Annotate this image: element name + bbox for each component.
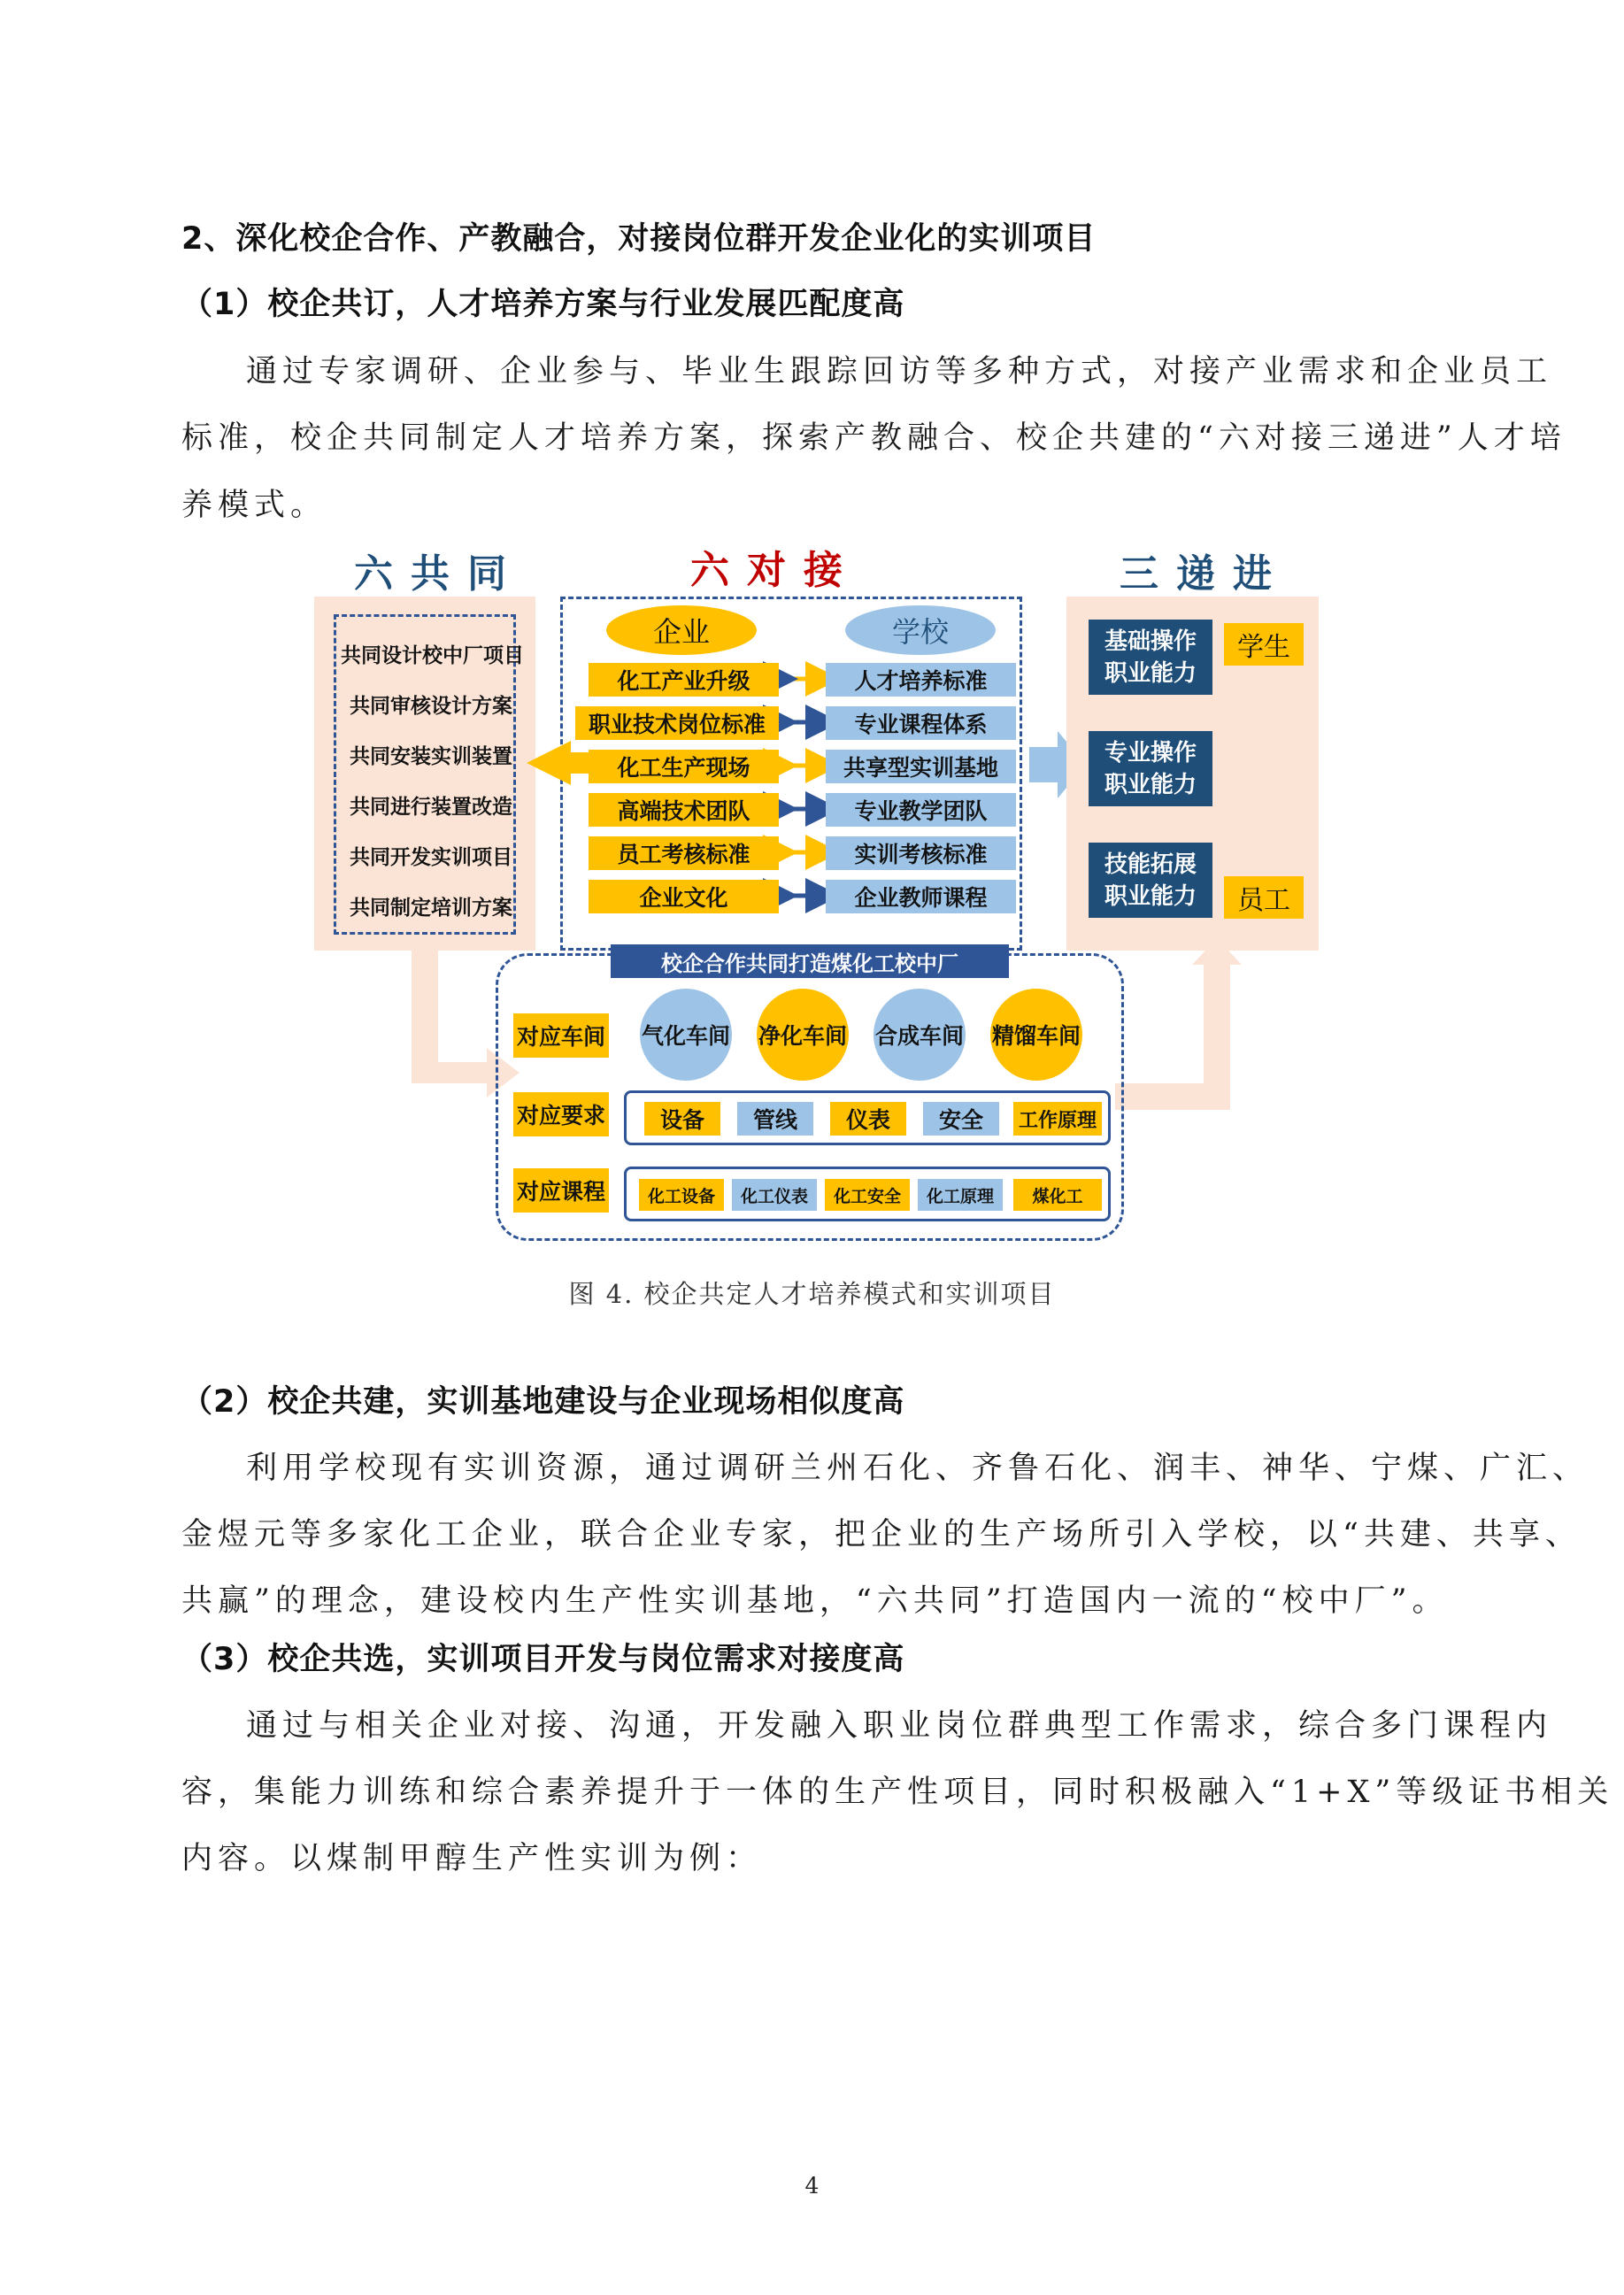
school-item: 共享型实训基地 xyxy=(826,750,1016,783)
title-six-common: 六共同 xyxy=(354,551,524,597)
course-item: 化工仪表 xyxy=(732,1179,817,1211)
paragraph-line: 利用学校现有实训资源，通过调研兰州石化、齐鲁石化、润丰、神华、宁煤、广汇、 xyxy=(246,1451,1589,1486)
enterprise-item: 化工产业升级 xyxy=(589,663,779,697)
enterprise-item: 企业文化 xyxy=(589,880,779,913)
ability-line: 基础操作 xyxy=(1104,628,1197,655)
section-heading: 2、深化校企合作、产教融合，对接岗位群开发企业化的实训项目 xyxy=(181,221,1097,257)
student-box: 学生 xyxy=(1224,623,1304,666)
ability-box xyxy=(1089,731,1212,806)
paragraph-line: 养模式。 xyxy=(181,488,327,523)
ability-line: 技能拓展 xyxy=(1104,851,1197,878)
ability-line: 职业能力 xyxy=(1104,659,1197,687)
requirement-label: 对应要求 xyxy=(513,1092,609,1136)
course-item: 煤化工 xyxy=(1013,1179,1102,1211)
course-label: 对应课程 xyxy=(513,1168,609,1213)
subsection-heading-3: （3）校企共选，实训项目开发与岗位需求对接度高 xyxy=(181,1642,905,1677)
workshop-circle: 净化车间 xyxy=(757,989,849,1081)
ability-line: 职业能力 xyxy=(1104,771,1197,798)
course-item: 化工原理 xyxy=(918,1179,1003,1211)
paragraph-line: 通过专家调研、企业参与、毕业生跟踪回访等多种方式，对接产业需求和企业员工 xyxy=(246,354,1553,389)
six-common-item: 共同安装实训装置 xyxy=(350,745,512,768)
subsection-heading-2: （2）校企共建，实训基地建设与企业现场相似度高 xyxy=(181,1384,905,1420)
employee-box: 员工 xyxy=(1224,876,1304,919)
enterprise-item: 高端技术团队 xyxy=(589,793,779,827)
six-common-item: 共同进行装置改造 xyxy=(350,796,512,819)
workshop-circle: 精馏车间 xyxy=(990,989,1082,1081)
paragraph-line: 标准，校企共同制定人才培养方案，探索产教融合、校企共建的“六对接三递进”人才培 xyxy=(181,420,1566,456)
school-oval: 学校 xyxy=(845,605,996,655)
paragraph-line: 容，集能力训练和综合素养提升于一体的生产性项目，同时积极融入“1+X”等级证书相关 xyxy=(181,1775,1614,1810)
page-number: 4 xyxy=(804,2173,820,2199)
enterprise-oval: 企业 xyxy=(606,605,757,655)
six-common-item: 共同开发实训项目 xyxy=(350,846,512,869)
six-common-item: 共同制定培训方案 xyxy=(350,897,512,920)
paragraph-line: 金煜元等多家化工企业，联合企业专家，把企业的生产场所引入学校，以“共建、共享、 xyxy=(181,1517,1582,1552)
school-item: 实训考核标准 xyxy=(826,836,1016,870)
workshop-circle: 气化车间 xyxy=(640,989,732,1081)
requirement-item: 安全 xyxy=(923,1102,999,1136)
school-factory-title: 校企合作共同打造煤化工校中厂 xyxy=(611,944,1009,978)
arrow-left-gold xyxy=(527,741,596,785)
requirement-item: 设备 xyxy=(644,1102,720,1136)
school-item: 企业教师课程 xyxy=(826,880,1016,913)
arrow-pink-right xyxy=(1115,938,1242,1110)
training-model-figure xyxy=(314,542,1323,1250)
ability-line: 专业操作 xyxy=(1104,739,1197,766)
requirement-item: 管线 xyxy=(737,1102,813,1136)
title-six-docking: 六对接 xyxy=(690,548,860,593)
six-common-item: 共同审核设计方案 xyxy=(350,695,512,718)
enterprise-item: 化工生产现场 xyxy=(589,750,779,783)
ability-box xyxy=(1089,620,1212,695)
workshop-circle: 合成车间 xyxy=(874,989,966,1081)
subsection-heading-1: （1）校企共订，人才培养方案与行业发展匹配度高 xyxy=(181,287,905,322)
requirement-item: 工作原理 xyxy=(1013,1102,1102,1136)
enterprise-item: 职业技术岗位标准 xyxy=(575,706,779,740)
figure-caption: 图 4. 校企共定人才培养模式和实训项目 xyxy=(568,1279,1056,1309)
school-item: 专业课程体系 xyxy=(826,706,1016,740)
six-common-item: 共同设计校中厂项目 xyxy=(341,644,524,667)
ability-line: 职业能力 xyxy=(1104,882,1197,910)
course-item: 化工设备 xyxy=(639,1179,724,1211)
school-item: 专业教学团队 xyxy=(826,793,1016,827)
requirement-item: 仪表 xyxy=(830,1102,906,1136)
paragraph-line: 通过与相关企业对接、沟通，开发融入职业岗位群典型工作需求，综合多门课程内 xyxy=(246,1708,1553,1744)
ability-box xyxy=(1089,843,1212,918)
school-item: 人才培养标准 xyxy=(826,663,1016,697)
title-three-progressive: 三递进 xyxy=(1120,551,1289,597)
enterprise-item: 员工考核标准 xyxy=(589,836,779,870)
paragraph-line: 内容。以煤制甲醇生产性实训为例： xyxy=(181,1841,763,1876)
paragraph-line: 共赢”的理念，建设校内生产性实训基地，“六共同”打造国内一流的“校中厂”。 xyxy=(181,1583,1449,1619)
workshop-label: 对应车间 xyxy=(513,1013,609,1058)
course-item: 化工安全 xyxy=(825,1179,910,1211)
